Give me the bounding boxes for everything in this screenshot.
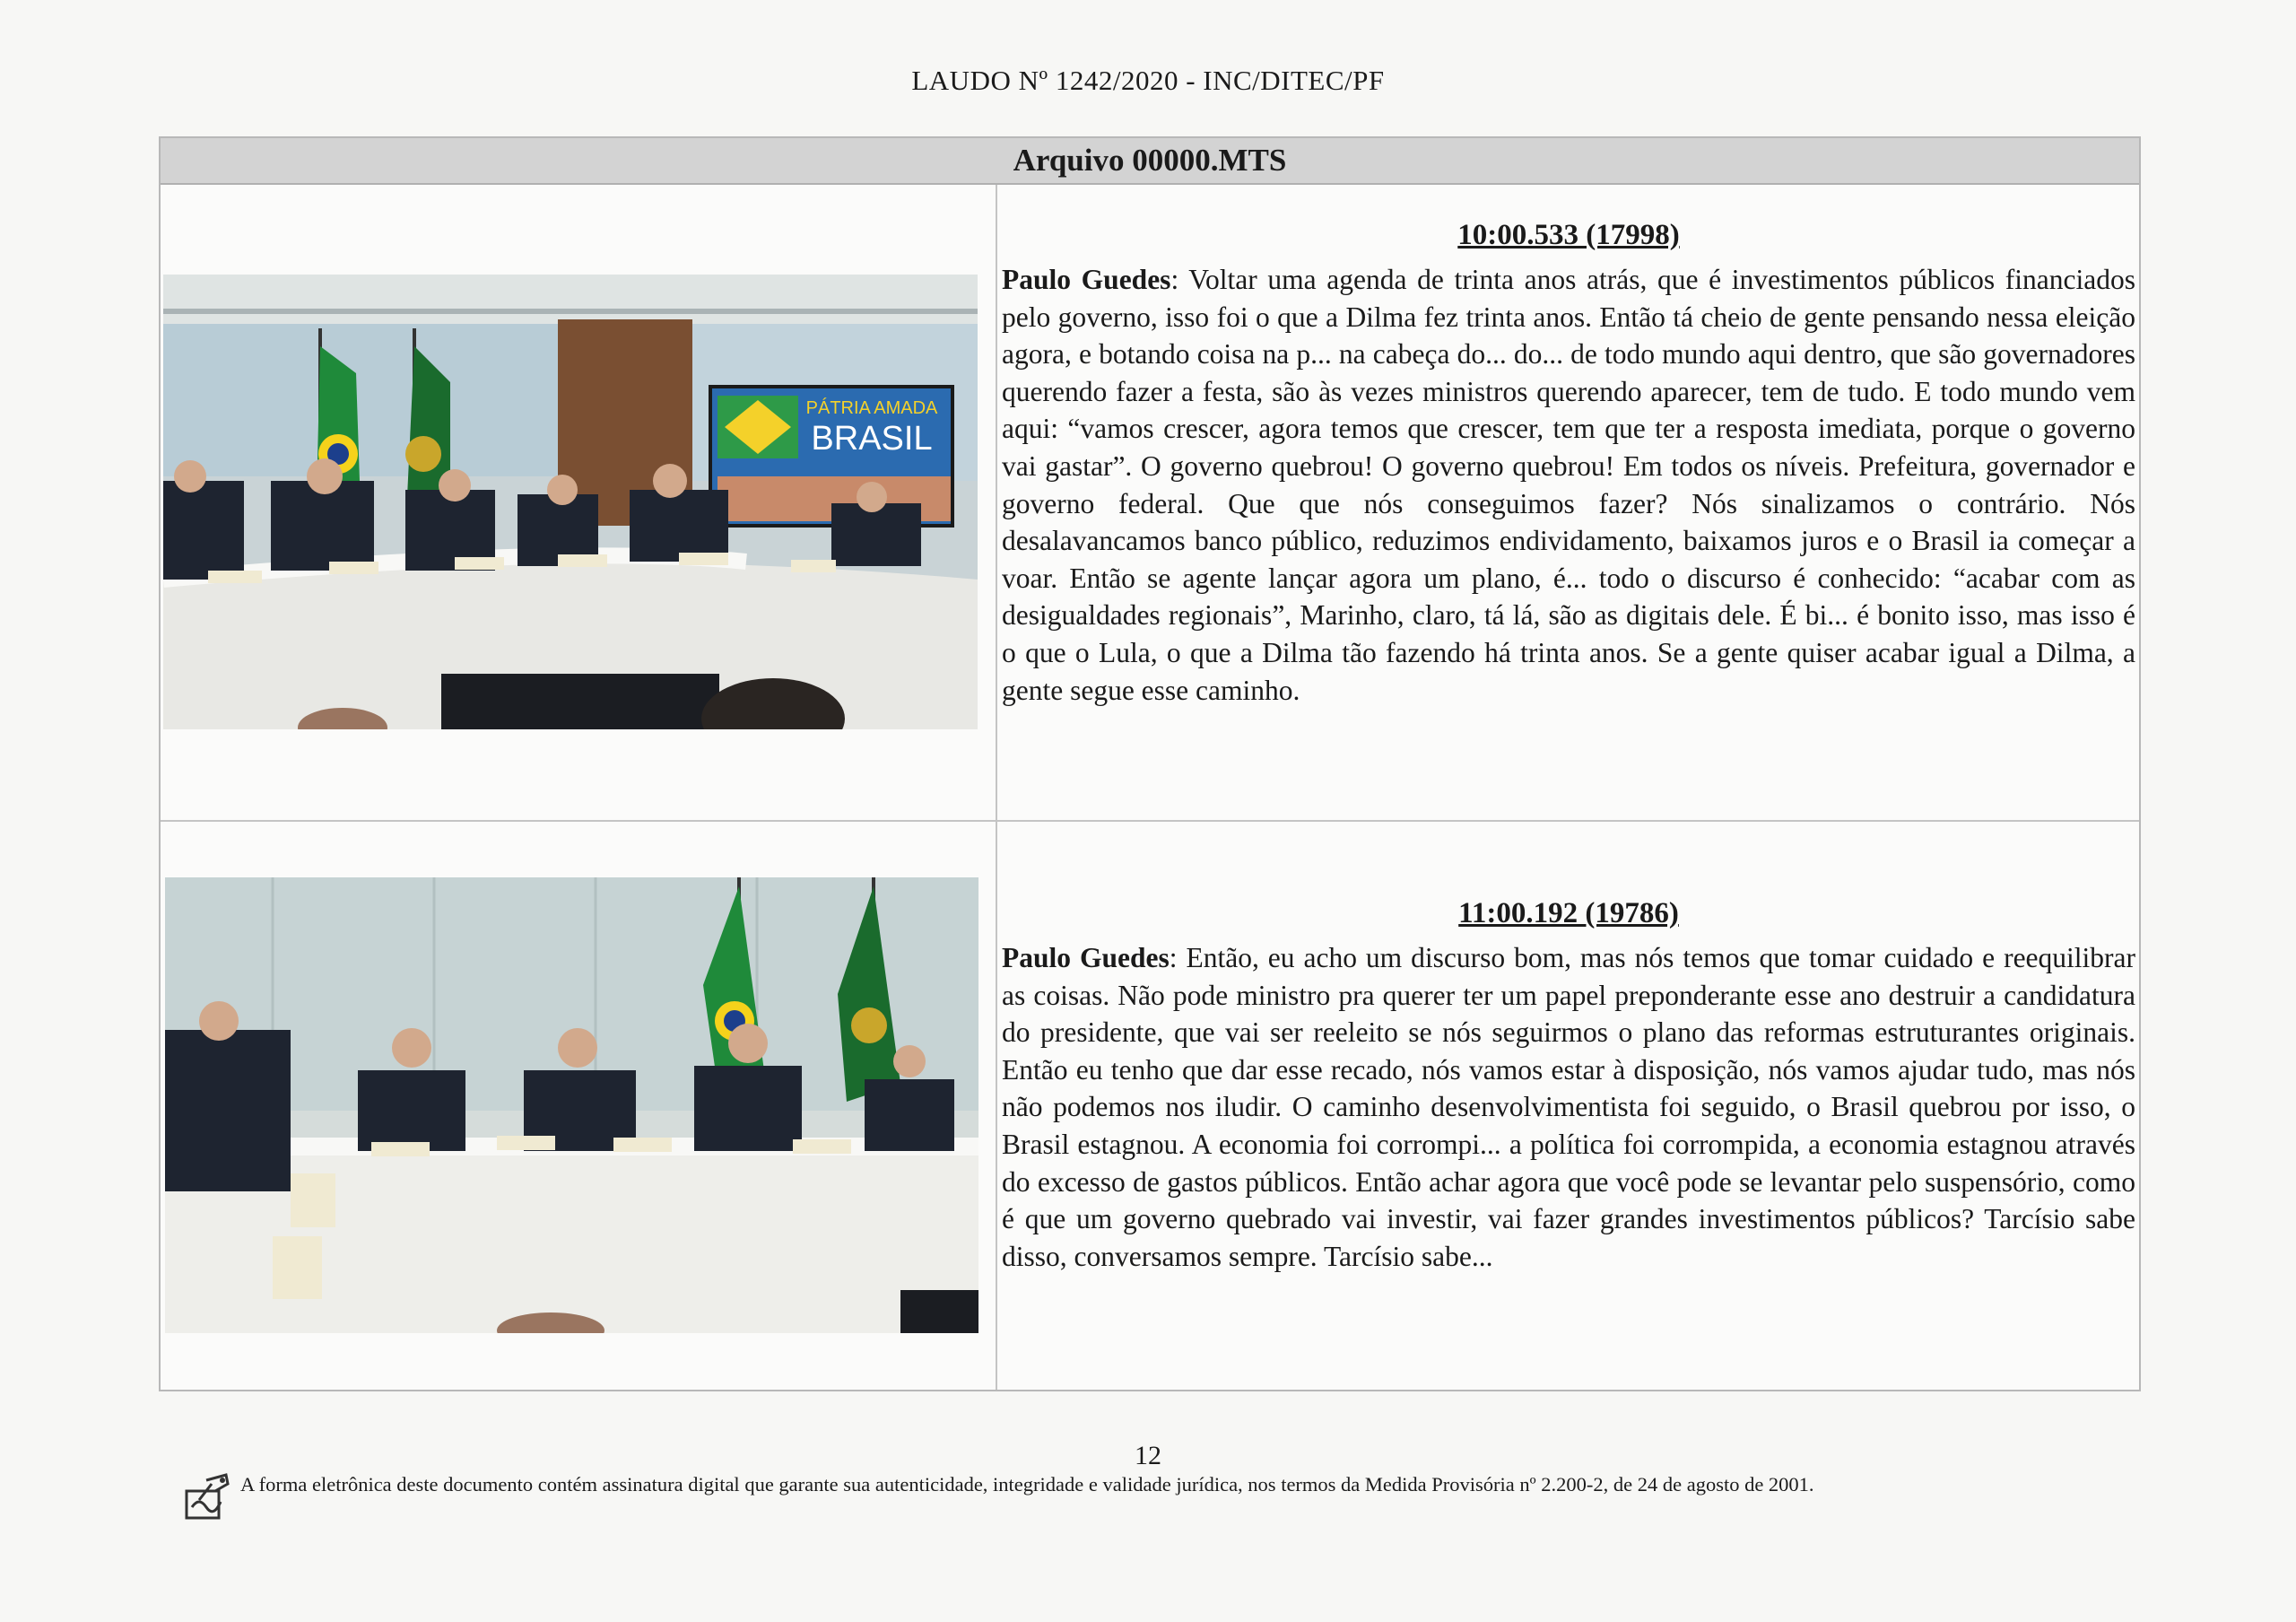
transcript-text: : Voltar uma agenda de trinta anos atrás, que é investimentos públicos financiados pelo governo, isso foi o que a Dilma fez trinta anos. Então tá cheio de gente pensando nessa eleição agora, e botando coisa na p... na cabeça do... do... de todo mundo aqui dentro, que são governadores querendo fazer a festa, são às vezes ministros querendo aparecer, tem de tudo. E todo mundo vem aqui: “vamos crescer, agora temos que crescer, tem que ter a resposta imediata, porque o governo vai gastar”. O governo quebrou! O governo quebrou! Em todos os níveis. Prefeitura, governador e governo federal. Que que nós conseguimos fazer? Nós sinalizamos o contrário. Nós desalavancamos banco público, reduzimos endividamento, baixamos juros e o Brasil ia começar a voar. Então se agente lançar agora um plano, é... todo o discurso é conhecido: “acabar com as desigualdades regionais”, Marinho, claro, tá lá, são as digitais dele. É bi... é bonito isso, mas isso é o que o Lula, o que a Dilma tão fazendo há trinta anos. Se a gente quiser acabar igual a Dilma, a gente segue esse caminho. [1002, 264, 2135, 706]
banner-line-2: BRASIL [811, 420, 933, 458]
timestamp: 11:00.192 (19786) [1458, 897, 1679, 929]
image-cell [161, 185, 997, 820]
speaker-name: Paulo Guedes [1002, 264, 1171, 295]
meeting-photo [165, 877, 978, 1333]
meeting-photo-graphic [163, 275, 978, 729]
file-title: Arquivo 00000.MTS [161, 138, 2139, 185]
transcript-cell [997, 185, 2139, 820]
footer [179, 1471, 2126, 1525]
digital-signature-icon [179, 1471, 233, 1525]
document-header: LAUDO Nº 1242/2020 - INC/DITEC/PF [911, 65, 1385, 96]
image-cell [161, 822, 997, 1390]
meeting-photo-graphic [165, 877, 978, 1333]
page-number: 12 [1135, 1441, 1161, 1470]
transcript-table [159, 136, 2141, 1391]
speaker-name: Paulo Guedes [1002, 942, 1170, 973]
timestamp: 10:00.533 (17998) [1457, 219, 1680, 251]
banner-line-1: PÁTRIA AMADA [805, 398, 938, 418]
transcript-row [161, 822, 2139, 1390]
transcript-paragraph [1002, 261, 2135, 709]
transcript-paragraph [1002, 939, 2135, 1275]
transcript-text: : Então, eu acho um discurso bom, mas nós temos que tomar cuidado e reequilibrar as coisas. Não pode ministro pra querer ter um papel preponderante esse ano destruir a candidatura do presidente, que vai ser reeleito se nós seguirmos o plano das reformas estruturantes originais. Então eu tenho que dar esse recado, nós vamos estar à disposição, nós vamos ajudar tudo, mas nós não podemos nos iludir. O caminho desenvolvimentista foi seguido, o Brasil quebrou por isso, o Brasil estagnou. A economia foi corrompi... a política foi corrompida, a economia estagnou através do excesso de gastos públicos. Então achar agora que você pode se levantar pelo suspensório, como é que um governo quebrado vai investir, vai fazer grandes investimentos públicos? Tarcísio sabe disso, conversamos sempre. Tarcísio sabe... [1002, 942, 2135, 1272]
digital-signature-notice: A forma eletrônica deste documento contém assinatura digital que garante sua autenticidade, integridade e validade jurídica, nos termos da Medida Provisória nº 2.200-2, de 24 de agosto de 2001. [240, 1473, 1814, 1496]
meeting-photo [163, 275, 978, 729]
transcript-cell [997, 822, 2139, 1390]
transcript-row [161, 185, 2139, 822]
